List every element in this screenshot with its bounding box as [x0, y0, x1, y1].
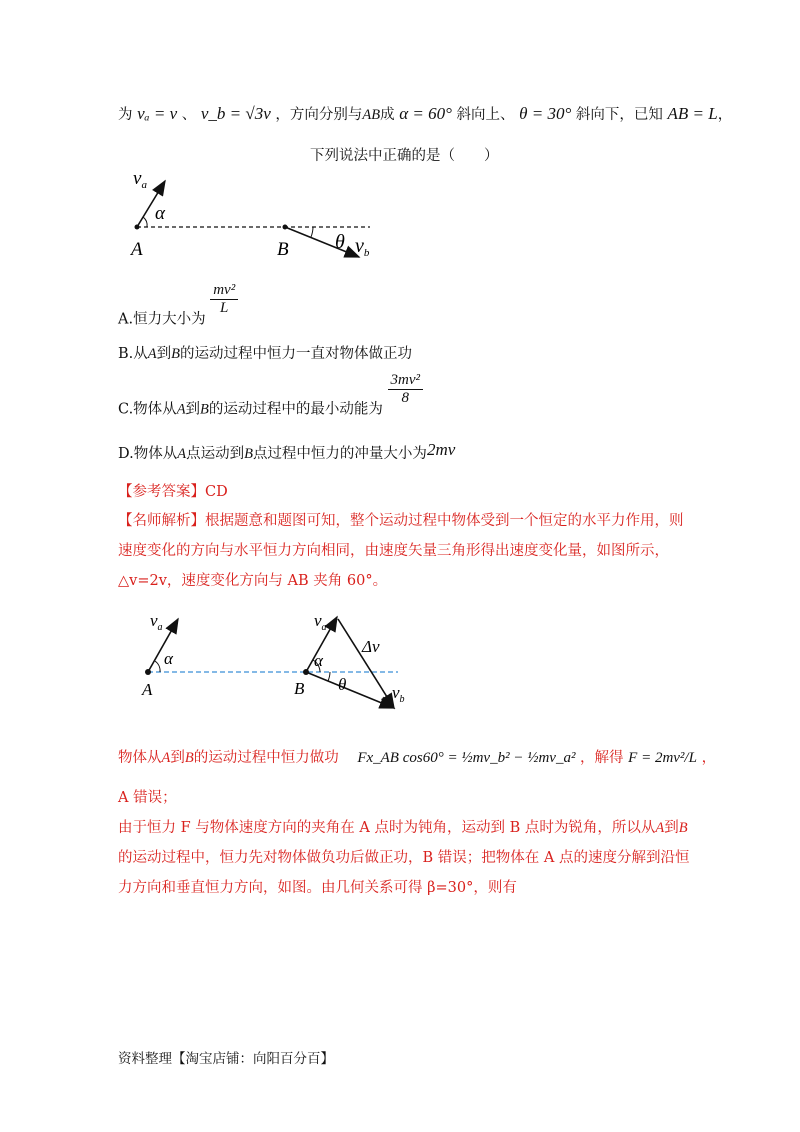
work-f-result: F = 2mv²/L [628, 750, 697, 766]
vb-arrow-2 [306, 672, 394, 708]
option-b-p3: 的运动过程中恒力一直对物体做正功 [179, 346, 412, 362]
intro-line [118, 104, 732, 125]
option-d-p2: 点运动到 [186, 446, 245, 462]
answer-label: 【参考答案】CD [118, 484, 228, 500]
work-p2: 到 [170, 750, 185, 766]
vb-expression: v_b = √3v [200, 104, 271, 123]
intro-end: ， [717, 107, 733, 123]
fig1-va-sub: a [141, 179, 147, 191]
option-c-den: 8 [401, 390, 410, 406]
analysis-line-1: 【名师解析】根据题意和题图可知，整个运动过程中物体受到一个恒定的水平力作用，则 [118, 513, 684, 529]
option-b-p1: B.从 [118, 346, 148, 362]
question-line: 下列说法中正确的是（ ） [310, 148, 499, 164]
work-equation: Fx_AB cos60° = ½mv_b² − ½mv_a² [357, 750, 576, 766]
svg-text:vb [355, 235, 370, 259]
work-p3: 的运动过程中恒力做功 [193, 750, 339, 766]
analysis-line-2: 速度变化的方向与水平恒力方向相同，由速度矢量三角形得出速度变化量，如图所示， [118, 543, 669, 559]
intro-ab: AB [362, 107, 381, 123]
option-a-num: mv² [210, 282, 238, 300]
fig2-va-sub: a [157, 622, 163, 633]
figure-2 [130, 602, 420, 717]
fig1-a-label: A [131, 239, 143, 260]
option-d-p3: 点过程中恒力的冲量大小为 [252, 446, 427, 462]
svg-text:vb [392, 683, 405, 705]
option-a [118, 282, 238, 330]
para-l1a: 由于恒力 F 与物体速度方向的夹角在 A 点时为钝角，运动到 B 点时为锐角，所以从 [118, 820, 656, 836]
fig2-va-label: v [150, 611, 158, 630]
point-a-2 [145, 669, 151, 675]
fig2-vb-sub: b [399, 694, 405, 705]
work-end: ， [701, 750, 717, 766]
fig1-theta-label: θ [335, 231, 345, 253]
fig2-b-label: B [294, 679, 305, 698]
work-solve: ，解得 [580, 750, 624, 766]
fig2-theta-label: θ [338, 675, 347, 694]
fig1-alpha-label: α [155, 203, 165, 224]
fig2-delta-v-label: Δv [362, 637, 380, 656]
para-l1b: 到 [664, 820, 679, 836]
option-c-a: A [176, 401, 186, 418]
option-d-a: A [177, 446, 187, 462]
intro-prefix: 为 [118, 107, 133, 123]
option-b-a: A [147, 346, 157, 362]
svg-text:va [133, 168, 147, 191]
option-c-fraction [388, 372, 424, 407]
intro-up: 斜向上、 [456, 107, 515, 123]
para-l1-b: B [678, 820, 688, 836]
fig1-vb-label: v [355, 235, 364, 257]
fig2-vb-label: v [392, 683, 400, 702]
option-d [118, 440, 455, 464]
va-expression: vₐ = v [137, 104, 178, 123]
point-b [283, 225, 288, 230]
option-c-p2: 到 [185, 401, 201, 418]
analysis-line-3: △v=2v，速度变化方向与 AB 夹角 60°。 [118, 573, 388, 589]
work-p1: 物体从 [118, 750, 162, 766]
option-d-p1: D.物体从 [118, 446, 178, 462]
intro-sep: 、 [181, 107, 197, 123]
fig2-va2-sub: a [321, 622, 327, 633]
option-c-p1: C.物体从 [118, 401, 177, 418]
fig2-a-label: A [142, 680, 153, 699]
fig1-b-label: B [277, 239, 289, 260]
option-d-b: B [244, 446, 253, 462]
work-a: A [161, 750, 171, 766]
option-a-fraction [210, 282, 238, 317]
figure-1 [125, 165, 385, 265]
vb-arrow [285, 227, 359, 257]
a-wrong: A 错误； [118, 790, 177, 806]
footer: 资料整理【淘宝店铺：向阳百分百】 [118, 1051, 334, 1067]
fig2-alpha-label: α [164, 649, 173, 668]
svg-text:va [314, 611, 327, 633]
intro-cheng: 成 [380, 107, 395, 123]
svg-text:va [150, 611, 163, 633]
point-a [135, 225, 140, 230]
para-line-2: 的运动过程中，恒力先对物体做负功后做正功，B 错误；把物体在 A 点的速度分解到沿恒 [118, 850, 690, 866]
option-c-num: 3mv² [388, 372, 424, 390]
option-c-p3: 的运动过程中的最小动能为 [208, 401, 383, 418]
work-b: B [184, 750, 194, 766]
fig2-alpha2-label: α [314, 651, 323, 670]
fig1-va-label: v [133, 168, 142, 189]
option-a-den: L [220, 300, 229, 316]
option-c-b: B [200, 401, 209, 418]
theta-expression: θ = 30° [519, 104, 572, 123]
para-line-3: 力方向和垂直恒力方向，如图。由几何关系可得 β=30°，则有 [118, 880, 517, 896]
option-a-text: A.恒力大小为 [118, 311, 206, 328]
intro-down: 斜向下，已知 [575, 107, 663, 123]
option-b-p2: 到 [156, 346, 172, 362]
delta-v-arrow [338, 619, 394, 708]
option-b-b: B [171, 346, 180, 362]
ab-expression: AB = L [667, 104, 718, 123]
para-line-1 [118, 818, 688, 838]
fig2-va2-label: v [314, 611, 322, 630]
fig1-vb-sub: b [363, 247, 370, 259]
option-c [118, 372, 423, 420]
work-line [118, 748, 716, 768]
option-d-expr: 2mv [426, 440, 456, 459]
para-l1-a: A [655, 820, 665, 836]
intro-mid: ，方向分别与 [275, 107, 363, 123]
option-b [118, 344, 412, 364]
alpha-expression: α = 60° [399, 104, 452, 123]
point-b-2 [303, 669, 309, 675]
